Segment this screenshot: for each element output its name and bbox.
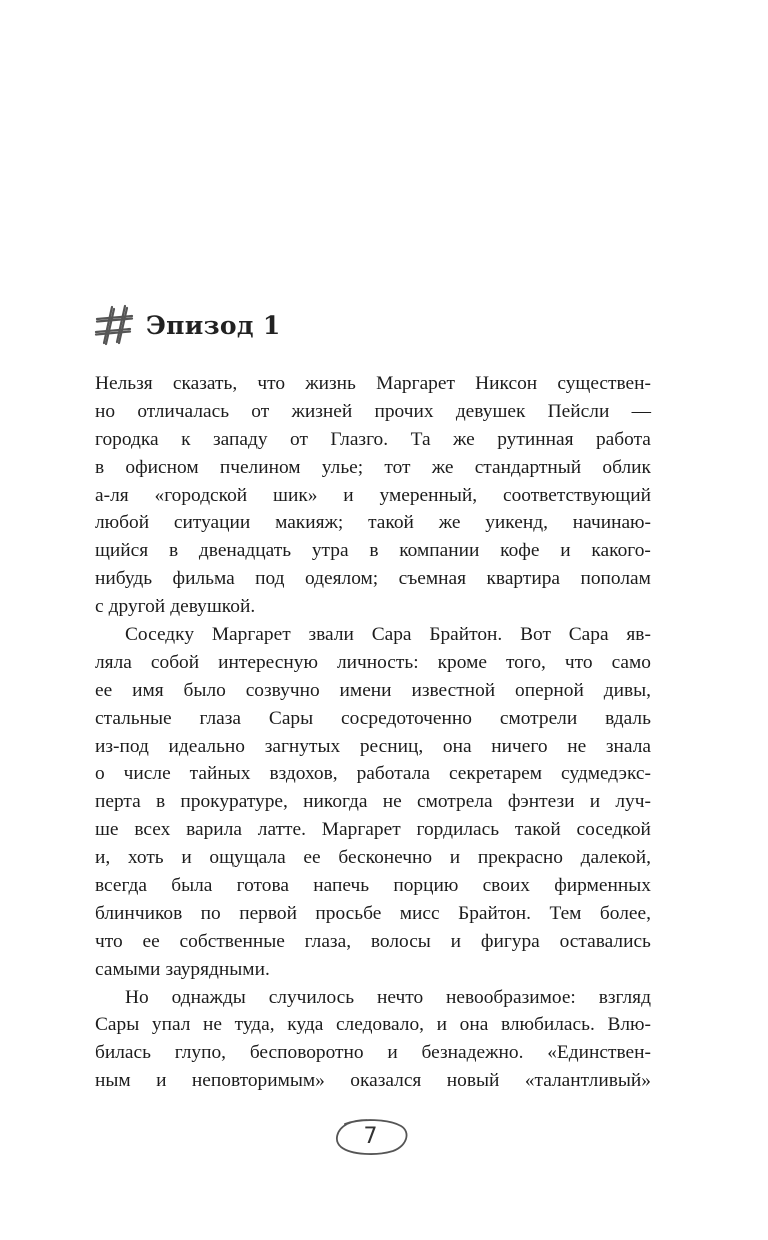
text-line: самыми заурядными. (95, 958, 270, 980)
text-line: что ее собственные глаза, волосы и фигура оставались (95, 930, 651, 952)
text-line: а-ля «городской шик» и умеренный, соответствующий (95, 484, 651, 506)
paragraph (95, 984, 651, 1096)
body-text (95, 370, 651, 1095)
text-line: любой ситуации макияж; такой же уикенд, начинаю- (95, 512, 651, 534)
text-line: городка к западу от Глазго. Та же рутинная работа (95, 428, 651, 450)
text-line: билась глупо, бесповоротно и безнадежно. «Единствен- (95, 1042, 651, 1064)
text-line: блинчиков по первой просьбе мисс Брайтон. Тем более, (95, 902, 651, 924)
text-line: ным и неповторимым» оказался новый «талантливый» (95, 1070, 651, 1092)
page-number-label: 7 (363, 1124, 379, 1149)
text-line: ше всех варила латте. Маргарет гордилась такой соседкой (95, 819, 651, 841)
text-line: и, хоть и ощущала ее бесконечно и прекрасно далекой, (95, 847, 651, 869)
text-line: щийся в двенадцать утра в компании кофе и какого- (95, 540, 651, 562)
text-line: с другой девушкой. (95, 596, 256, 618)
text-line: всегда была готова напечь порцию своих фирменных (95, 875, 651, 897)
text-line: нибудь фильма под одеялом; съемная квартира пополам (95, 568, 651, 590)
text-line: стальные глаза Сары сосредоточенно смотрели вдаль (95, 707, 651, 729)
text-line: в офисном пчелином улье; тот же стандартный облик (95, 456, 651, 478)
text-line: Нельзя сказать, что жизнь Маргарет Никсон существен- (95, 373, 651, 394)
text-line: ее имя было созвучно имени известной оперной дивы, (95, 679, 651, 701)
page-number (331, 1116, 411, 1158)
text-line: о числе тайных вздохов, работала секретарем судмедэкс- (95, 763, 651, 785)
text-line: Сары упал не туда, куда следовало, и она влюбилась. Влю- (95, 1014, 651, 1036)
hash-icon (94, 303, 134, 347)
chapter-title: Эпизод 1 (146, 310, 281, 340)
chapter-heading (94, 303, 281, 347)
text-line: из-под идеально загнутых ресниц, она ничего не знала (95, 735, 651, 757)
text-line: но отличалась от жизней прочих девушек Пейсли — (95, 400, 651, 422)
paragraph (95, 370, 651, 621)
text-line: перта в прокуратуре, никогда не смотрела фэнтези и луч- (95, 791, 651, 813)
paragraph (95, 621, 651, 984)
text-line: ляла собой интересную личность: кроме того, что само (95, 651, 651, 673)
text-line: Соседку Маргарет звали Сара Брайтон. Вот Сара яв- (125, 624, 651, 646)
text-line: Но однажды случилось нечто невообразимое: взгляд (125, 986, 651, 1008)
